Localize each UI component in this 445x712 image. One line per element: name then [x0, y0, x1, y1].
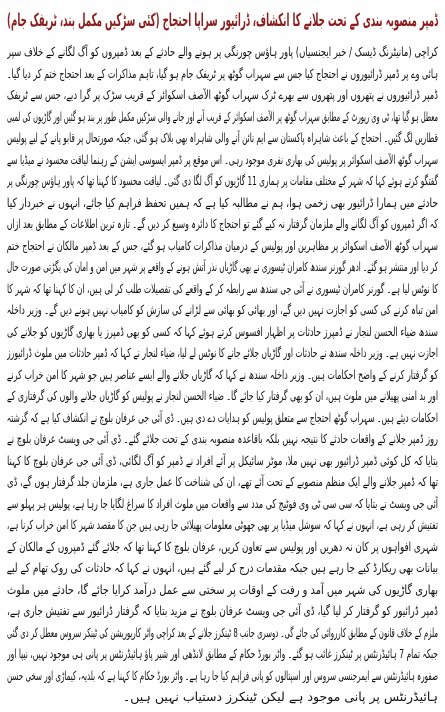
article-line: بتایا کہ کل کوئی ڈمپر ڈرائیور بھی نہیں ملا، موٹر سائیکل پر آئے افراد نے ڈمپر کو آگ لگائی، ڈی آئی جی عرفان بلوچ کا کہنا	[7, 452, 438, 468]
article-line: کہ اگر ڈمپروں کو آگ لگانے والے ملزمان گرفتار نہ کیے گئے تو احتجاج کا دائرہ وسیع کر دیں گے۔ تازہ ترین اطلاعات کے مطابق بعد ازاں	[7, 216, 438, 231]
article-line: ملزم کے خلاف قانون کے مطابق کارروائی کی جائے گی۔ دوسری جانب 8 ٹینکرز جلانے کے بعد کراچی واٹر کارپوریشن کی ٹینکر سروس معطل کر دی گئی	[7, 624, 438, 640]
article-line: کو گرفتار کرنے کے واضح احکامات ہیں۔ وزیر داخلہ سندھ نے کہا کہ گاڑیاں جلانے والے ایسے عناصر ہیں جو شہر کا امن خراب کرنے	[7, 366, 438, 382]
article-line: ہائی وے پر ڈمپر ڈرائیوروں نے احتجاج کیا جس سے سہراب گوٹھ پر ٹریفک جام ہو گیا، تاہم مذاکرات کے بعد احتجاج ختم کر دیا گیا۔	[7, 65, 438, 81]
article-line: تھا کہ ڈمپر جلانے والے ایک منظم منصوبے کے تحت آئے تھے، ان کی شناخت کا عمل جاری ہے، ملزمان جلد گرفتار ہوں گے، ڈی	[7, 474, 438, 489]
article-line: کر دیا اور منتشر ہو گئے۔ ادھر گورنر سندھ کامران ٹیسوری نے بھی گاڑیاں نذر آتش ہونے کے واقعے پر شہر میں امن و امان کی بگڑتی صورت حال	[7, 259, 438, 274]
article-line: حادثے میں ہمارا ڈرائیور بھی زخمی ہوا، ہم نے مطالبہ کیا ہے کہ ہمیں تحفظ فراہم کیا جائے، انہوں نے خبردار کیا	[7, 194, 438, 210]
article-line: سہراب گوٹھ الآصف اسکوائر پر مظاہرین اور پولیس کے درمیان مذاکرات کامیاب ہو گئے، جس کے بعد ڈمپر مالکان نے احتجاج ختم	[7, 237, 438, 253]
article-line: احکامات دیئے ہیں۔ سہراب گوٹھ احتجاج سے متعلق پولیس کو ہدایات دے دی ہیں۔ ڈی آئی جی عرفان بلوچ نے انکشاف کیا ہے کہ گزشتہ	[7, 409, 438, 425]
headline: ڈمپر منصوبہ بندی کے تحت جلانے کا انکشاف، ڈرائیور سراپا احتجاج (کئی سڑکیں مکمل بند، ٹریفک جام)	[7, 10, 438, 31]
article-line: جبکہ تمام 7 ہائیڈرنٹس پر ٹینکرز غائب ہو گئے۔ واٹر بورڈ حکام کے مطابق لانڈھی اور شیر پاؤ ہائیڈرنٹس پر پانی ہی موجود نہیں، نیپا اور	[7, 646, 438, 661]
article-line: آئی جی ویسٹ نے بتایا کہ سی سی ٹی وی فوٹیج کی مدد سے واقعات میں ملوث افراد کا سراغ لگایا جا رہا ہے، پولیس ہر پہلو سے	[7, 495, 438, 511]
article-line: روز ڈمپر جلانے کے واقعات حادثے کا نتیجہ نہیں بلکہ باقاعدہ منصوبہ بندی کے تحت جلائے گئے۔ ڈی آئی جی ویسٹ عرفان بلوچ نے	[7, 431, 438, 446]
article-line: ڈمپر ڈرائیور کو گرفتار کر لیا گیا، ڈی آئی جی ویسٹ عرفان بلوچ نے مزید بتایا کہ گرفتار ڈرائیور سے تفتیش جاری ہے،	[7, 603, 438, 618]
article-line: اجازت نہیں ہے۔ وزیر داخلہ سندھ نے حادثات اور گاڑیاں جلائے جانے کا نوٹس لے لیا، ضیاء لنجار نے کہا کہ ڈمپر حادثات میں ملوث ڈرائیورز	[7, 345, 438, 360]
article-line: کراچی (مانیٹرنگ ڈیسک / خبر ایجنسیاں) پاور ہاؤس چورنگی پر ہونے والے حادثے کے بعد ڈمپروں کو آگ لگانے کے خلاف سپر	[7, 44, 438, 59]
article-line: قطاریں لگ گئیں۔ احتجاج کے باعث شاہراہ پاکستان سے ایم نائن آنے والی شاہراہ بھی بلاک ہو گئی، جبکہ صورتحال پر قابو پانے کے لیے پولیس	[7, 130, 438, 145]
article-line: بیانات بھی ریکارڈ کیے جا رہے ہیں جبکہ مقدمات درج کر لیے گئے ہیں، انہوں نے کہا کہ حادثات کی روک تھام کے لیے	[7, 560, 438, 575]
headline-area	[7, 4, 438, 38]
article-line: صفورہ ہائیڈرنٹس سے ایمرجنسی سروس اور اسپتالوں کو پانی فراہم کیا جا رہا ہے۔ واٹر بورڈ حکام کا کہنا ہے کہ بلدیہ، کیماڑی اور سخی حسن	[7, 667, 438, 683]
article-line: امن تباہ کرنے کی کسی کو اجازت نہیں دیں گے، اور بھائی کو بھائی سے لڑانے کی سازش کو کامیاب نہیں ہونے دیں گے۔ وزیر داخلہ	[7, 302, 438, 317]
article-line-last: ہائیڈرنٹس پر پانی موجود ہے لیکن ٹینکرز دستیاب نہیں ہیں۔	[122, 689, 438, 704]
article-body	[7, 41, 438, 709]
article-line: سہراب گوٹھ الآصف اسکوائر پر پولیس کی بھاری نفری موجود رہی۔ اس موقع پر ڈمپر ایسوسی ایشن کے رہنما لیاقت محسود نے میڈیا سے	[7, 151, 438, 167]
article-line: کا نوٹس لیا ہے۔ گورنر کامران ٹیسوری نے آئی جی سندھ سے رابطہ کر کے واقعے کی تفصیلات طلب کر لی ہیں، ان کا کہنا تھا کہ شہر کا	[7, 280, 438, 296]
article-line: معطل ہو گیا تھا، ٹی وی رپورٹ کے مطابق سہراب گوٹھ پر الآصف اسکوائر کے قریب آنے اور جانے والی سڑکیں مکمل طور پر بند ہو گئیں اور گاڑیوں کی لمبی	[7, 108, 438, 124]
article-line: شہری افواہوں پر کان نہ دھریں اور پولیس سے تعاون کریں، عرفان بلوچ کا کہنا تھا کہ جلائے گئے ڈمپروں کے مالکان کے	[7, 538, 438, 554]
article-line: ڈمپر ڈرائیوروں نے پتھروں اور پتھروں سے بھرے ٹرک سہراب گوٹھ الآصف اسکوائر کے قریب سڑک پر گرا دیے، جس سے ٹریفک	[7, 87, 438, 102]
article-line: بھاری گاڑیوں کی شہر میں آمد و رفت کے اوقات پر سختی سے عمل درآمد کرایا جائے گا، حادثے میں ملوث	[7, 581, 438, 597]
article-line: تفتیش کر رہی ہے، انہوں نے کہا کہ سوشل میڈیا پر بھی جھوٹی معلومات پھیلائی جا رہی ہیں جن کا مقصد شہر کا امن خراب کرنا ہے،	[7, 517, 438, 532]
article-line: اور بد امنی پھیلانے میں ملوث ہیں، ان کو بھی گرفتار کیا جائے گا۔ ضیاء الحسن لنجار نے پولیس کو گاڑیاں جلانے والوں کی گرفتاری کے	[7, 388, 438, 403]
article-line: گفتگو کرتے ہوئے کہا کہ شہر کے مختلف مقامات پر ہماری 11 گاڑیوں کو آگ لگا دی گئی۔ لیاقت محسود کا کہنا تھا کہ پاور ہاؤس چورنگی پر	[7, 173, 438, 188]
article-line: سندھ ضیاء الحسن لنجار نے ڈمپرز حادثات پر اظہار افسوس کرتے ہوئے کہا کہ کسی کو بھی ڈمپرز یا بھاری گاڑیوں کو جلانے کی	[7, 323, 438, 339]
